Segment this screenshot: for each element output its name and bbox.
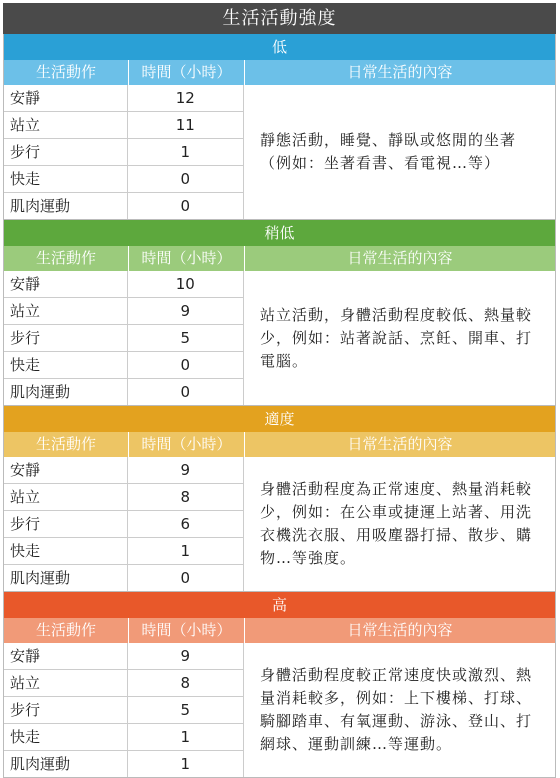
table-row: [4, 139, 244, 166]
header-activity: 生活動作: [4, 618, 129, 643]
activity-cell: 肌肉運動: [4, 379, 128, 405]
hours-cell: 0: [128, 565, 245, 591]
table-row: [4, 643, 244, 670]
hours-cell: 5: [128, 325, 245, 351]
section-low: [3, 34, 556, 220]
table-row: [4, 565, 244, 591]
activity-intensity-table: [3, 3, 556, 778]
activity-cell: 快走: [4, 352, 128, 378]
hours-cell: 0: [128, 166, 245, 192]
hours-cell: 12: [128, 85, 245, 111]
section-moderate: [3, 406, 556, 592]
hours-cell: 6: [128, 511, 245, 537]
table-row: [4, 193, 244, 219]
table-row: [4, 751, 244, 777]
activity-cell: 安靜: [4, 271, 128, 297]
table-row: [4, 325, 244, 352]
activity-cell: 安靜: [4, 85, 128, 111]
activity-cell: 步行: [4, 139, 128, 165]
header-description: 日常生活的內容: [347, 621, 453, 639]
hours-cell: 8: [128, 670, 245, 696]
table-row: [4, 271, 244, 298]
table-title: 生活活動強度: [3, 3, 556, 34]
hours-cell: 5: [128, 697, 245, 723]
activity-cell: 快走: [4, 724, 128, 750]
section-body: [4, 643, 555, 778]
table-row: [4, 724, 244, 751]
table-row: [4, 379, 244, 405]
activity-cell: 步行: [4, 325, 128, 351]
hours-cell: 0: [128, 379, 245, 405]
activity-cell: 站立: [4, 112, 128, 138]
activity-cell: 肌肉運動: [4, 751, 128, 777]
activity-cell: 站立: [4, 484, 128, 510]
activity-cell: 站立: [4, 298, 128, 324]
header-description: 日常生活的內容: [347, 435, 453, 453]
table-row: [4, 697, 244, 724]
table-row: [4, 511, 244, 538]
activity-cell: 站立: [4, 670, 128, 696]
section-band: 低: [4, 34, 555, 60]
activity-cell: 肌肉運動: [4, 565, 128, 591]
header-description: 日常生活的內容: [347, 249, 453, 267]
table-row: [4, 352, 244, 379]
header-activity: 生活動作: [4, 432, 129, 457]
hours-cell: 0: [128, 352, 245, 378]
hours-cell: 9: [128, 643, 245, 669]
activity-rows: [4, 457, 244, 591]
table-row: [4, 484, 244, 511]
description-cell: 身體活動程度較正常速度快或激烈、熱量消耗較多，例如：上下樓梯、打球、騎腳踏車、有氧運動、游泳、登山、打網球、運動訓練…等運動。: [260, 666, 533, 753]
section-high: [3, 592, 556, 778]
header-time: 時間（小時）: [129, 432, 245, 457]
activity-cell: 步行: [4, 511, 128, 537]
activity-rows: [4, 643, 244, 777]
hours-cell: 1: [128, 751, 245, 777]
hours-cell: 8: [128, 484, 245, 510]
description-cell: 靜態活動，睡覺、靜臥或悠閒的坐著（例如：坐著看書、看電視…等）: [260, 131, 517, 172]
section-body: [4, 457, 555, 592]
description-cell: 站立活動，身體活動程度較低、熱量較少，例如：站著說話、烹飪、開車、打電腦。: [260, 305, 533, 370]
hours-cell: 9: [128, 298, 245, 324]
activity-rows: [4, 85, 244, 219]
section-body: [4, 85, 555, 220]
description-cell: 身體活動程度為正常速度、熱量消耗較少，例如：在公車或捷運上站著、用洗衣機洗衣服、用吸塵器打掃、散步、購物…等強度。: [260, 480, 533, 567]
hours-cell: 11: [128, 112, 245, 138]
header-time: 時間（小時）: [129, 60, 245, 85]
section-body: [4, 271, 555, 406]
table-row: [4, 457, 244, 484]
table-row: [4, 112, 244, 139]
table-row: [4, 298, 244, 325]
activity-cell: 快走: [4, 538, 128, 564]
hours-cell: 10: [128, 271, 245, 297]
hours-cell: 1: [128, 139, 245, 165]
activity-cell: 安靜: [4, 643, 128, 669]
header-time: 時間（小時）: [129, 618, 245, 643]
table-row: [4, 166, 244, 193]
section-band: 適度: [4, 406, 555, 432]
hours-cell: 1: [128, 538, 245, 564]
hours-cell: 0: [128, 193, 245, 219]
column-header-row: [4, 60, 555, 85]
header-time: 時間（小時）: [129, 246, 245, 271]
table-row: [4, 670, 244, 697]
header-description: 日常生活的內容: [347, 63, 453, 81]
activity-cell: 快走: [4, 166, 128, 192]
header-activity: 生活動作: [4, 60, 129, 85]
table-row: [4, 85, 244, 112]
column-header-row: [4, 246, 555, 271]
table-row: [4, 538, 244, 565]
section-band: 稍低: [4, 220, 555, 246]
column-header-row: [4, 432, 555, 457]
hours-cell: 1: [128, 724, 245, 750]
hours-cell: 9: [128, 457, 245, 483]
header-activity: 生活動作: [4, 246, 129, 271]
activity-rows: [4, 271, 244, 405]
activity-cell: 安靜: [4, 457, 128, 483]
section-band: 高: [4, 592, 555, 618]
section-slightly-low: [3, 220, 556, 406]
column-header-row: [4, 618, 555, 643]
activity-cell: 步行: [4, 697, 128, 723]
activity-cell: 肌肉運動: [4, 193, 128, 219]
